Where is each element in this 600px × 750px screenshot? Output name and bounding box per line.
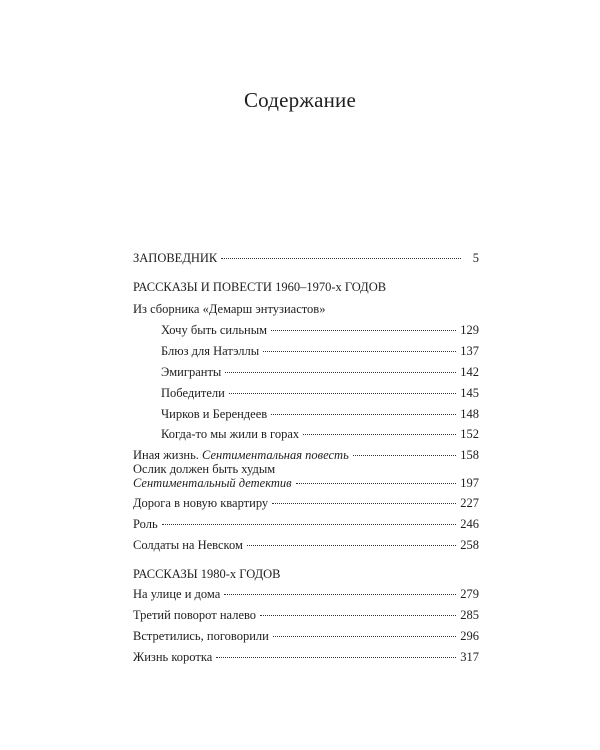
dot-leader	[272, 503, 456, 504]
toc-page-number: 5	[472, 251, 479, 265]
toc-page-number: 258	[460, 538, 479, 552]
dot-leader	[353, 455, 456, 456]
dot-leader	[225, 372, 456, 373]
toc-entry-label: Чирков и Берендеев	[161, 407, 268, 421]
entry-subtitle: Сентиментальная повесть	[202, 448, 349, 462]
toc-entry-label: Жизнь коротка	[133, 650, 213, 664]
dot-leader	[303, 434, 456, 435]
section-heading-part2: РАССКАЗЫ 1980-х ГОДОВ	[133, 567, 281, 581]
toc-entry[interactable]	[133, 606, 479, 624]
toc-entry[interactable]	[161, 425, 479, 443]
section-heading-part1: РАССКАЗЫ И ПОВЕСТИ 1960–1970-х ГОДОВ	[133, 280, 387, 294]
entry-subtitle: Сентиментальный детектив	[133, 476, 292, 490]
toc-entry[interactable]	[161, 405, 479, 423]
toc-entry-label: Встретились, поговорили	[133, 629, 269, 643]
toc-entry-label: Когда-то мы жили в горах	[161, 427, 300, 441]
toc-entry[interactable]	[133, 585, 479, 603]
dot-leader	[260, 615, 456, 616]
page-title: Содержание	[243, 88, 357, 112]
toc-entry[interactable]	[161, 363, 479, 381]
toc-entry[interactable]	[133, 494, 479, 512]
toc-entry-label: Хочу быть сильным	[161, 323, 268, 337]
toc-entry-label: Эмигранты	[161, 365, 222, 379]
toc-page-number: 317	[460, 650, 479, 664]
toc-entry[interactable]	[133, 627, 479, 645]
toc-entry-label: ЗАПОВЕДНИК	[133, 251, 218, 265]
dot-leader	[229, 393, 456, 394]
toc-entry-label: Победители	[161, 386, 225, 400]
toc-entry-label	[133, 474, 292, 492]
dot-leader	[271, 414, 456, 415]
toc-entry-oslik[interactable]	[133, 474, 479, 492]
toc-page-number: 227	[460, 496, 479, 510]
toc-entry-label: Солдаты на Невском	[133, 538, 243, 552]
dot-leader	[247, 545, 456, 546]
toc-page-number: 142	[460, 365, 479, 379]
toc-entry-label: Блюз для Натэллы	[161, 344, 260, 358]
toc-page-number: 145	[460, 386, 479, 400]
dot-leader	[162, 524, 457, 525]
toc-page-number: 158	[460, 448, 479, 462]
dot-leader	[216, 657, 456, 658]
toc-page-number: 296	[460, 629, 479, 643]
dot-leader	[296, 483, 457, 484]
toc-page-number: 246	[460, 517, 479, 531]
toc-page-number: 137	[460, 344, 479, 358]
toc-entry[interactable]	[161, 321, 479, 339]
toc-page-number: 129	[460, 323, 479, 337]
dot-leader	[263, 351, 456, 352]
toc-entry[interactable]	[133, 515, 479, 533]
entry-title: Иная жизнь.	[133, 448, 199, 462]
toc-entry-label: Дорога в новую квартиру	[133, 496, 269, 510]
toc-entry[interactable]	[161, 384, 479, 402]
toc-page-number: 285	[460, 608, 479, 622]
entry-title-oslik: Ослик должен быть худым	[133, 462, 276, 476]
toc-entry[interactable]	[161, 342, 479, 360]
dot-leader	[221, 258, 461, 259]
toc-entry[interactable]	[133, 536, 479, 554]
toc-entry[interactable]	[133, 648, 479, 666]
dot-leader	[271, 330, 456, 331]
toc-entry-label: Роль	[133, 517, 158, 531]
dot-leader	[224, 594, 456, 595]
toc-page-number: 197	[460, 476, 479, 490]
dot-leader	[273, 636, 456, 637]
toc-entry-label: На улице и дома	[133, 587, 221, 601]
toc-page-number: 148	[460, 407, 479, 421]
collection-heading: Из сборника «Демарш энтузиастов»	[133, 302, 326, 316]
toc-entry-zapovednik[interactable]	[133, 249, 479, 267]
toc-page-number: 279	[460, 587, 479, 601]
toc-page-number: 152	[460, 427, 479, 441]
toc-entry-label: Третий поворот налево	[133, 608, 257, 622]
